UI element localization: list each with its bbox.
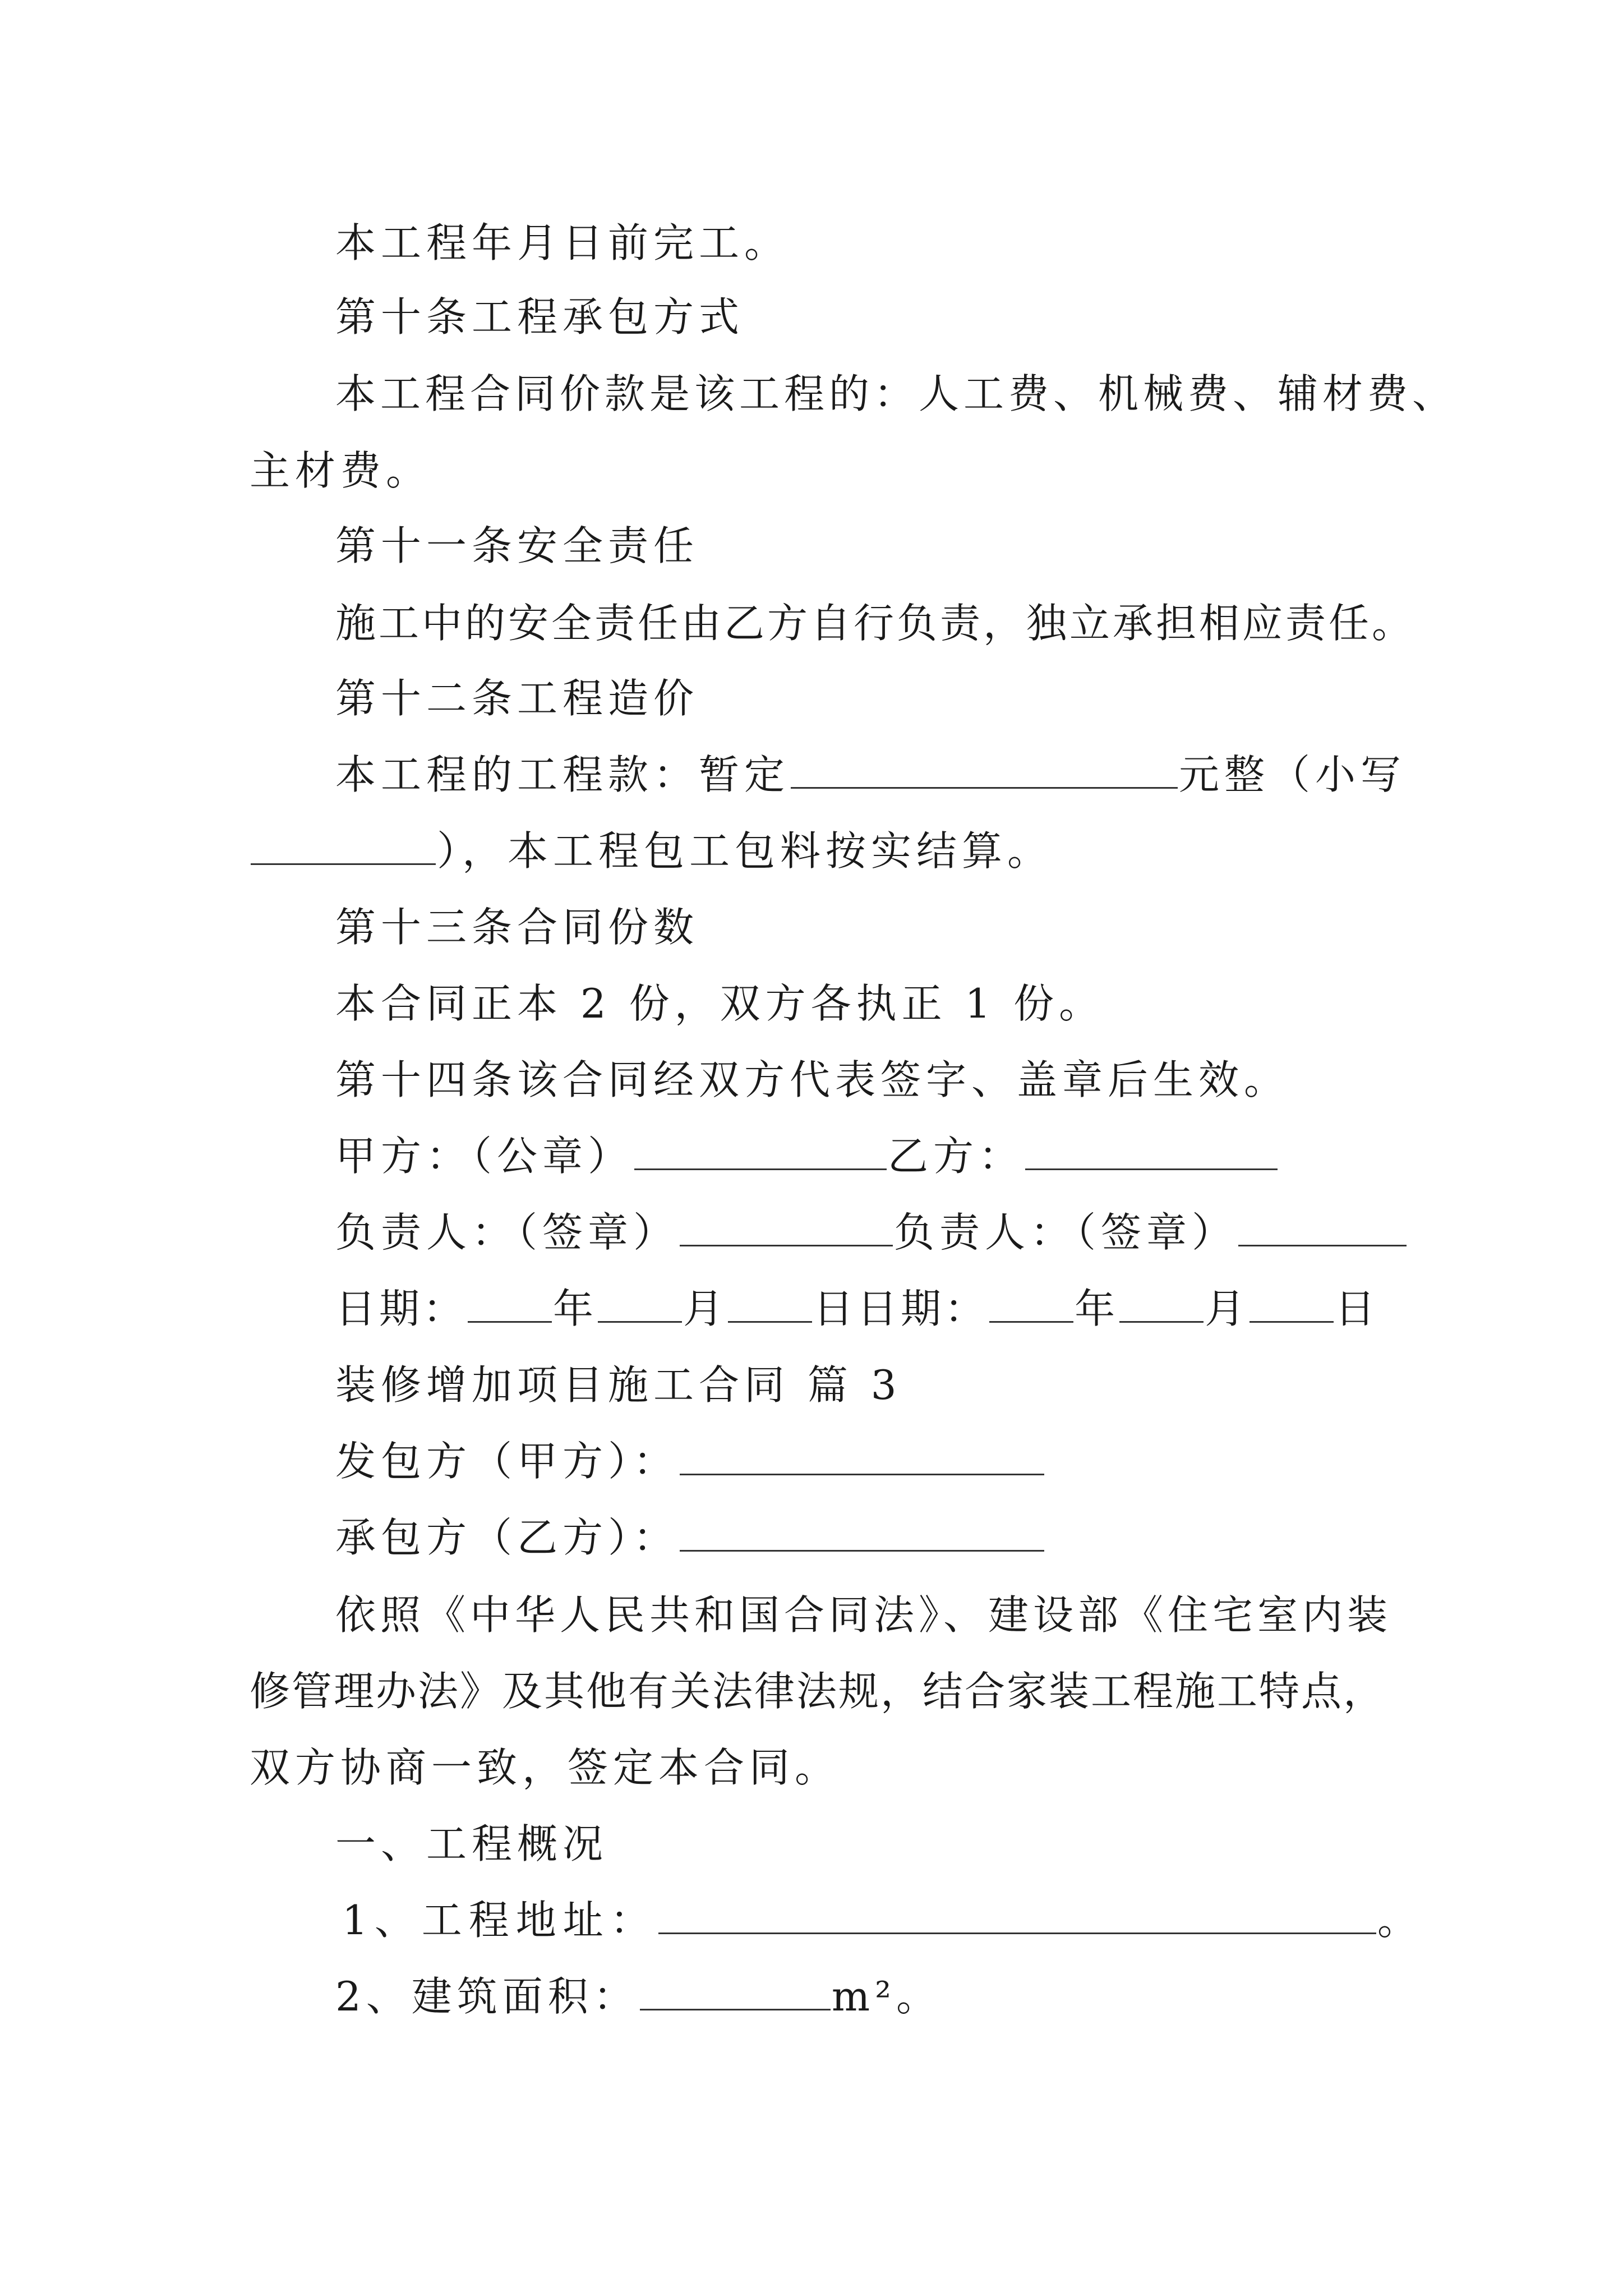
line-text: 第十条工程承包方式 — [335, 293, 745, 341]
line-text: 承包方（乙方）： — [335, 1514, 679, 1561]
heading-article-12 — [335, 673, 699, 724]
section-title-part-3 — [335, 1360, 902, 1410]
text-line-basis-1 — [335, 1590, 1392, 1640]
building-area-line — [335, 1971, 942, 2022]
project-address-line — [342, 1895, 1424, 1945]
line-text: 年 — [553, 1285, 597, 1332]
line-text: 依照《中华人民共和国合同法》、建设部《住宅室内装 — [335, 1591, 1393, 1639]
heading-article-10 — [335, 292, 744, 342]
contractor-blank — [680, 1515, 1044, 1552]
contractee-line — [335, 1436, 1045, 1487]
line-text: 2、建筑面积： — [335, 1973, 639, 2020]
line-text: 本工程的工程款：暂定 — [335, 751, 790, 798]
line-text: 本合同正本 2 份，双方各执正 1 份。 — [335, 980, 1105, 1027]
signature-line-representatives — [335, 1207, 1408, 1258]
line-text: 修管理办法》及其他有关法律法规，结合家装工程施工特点， — [250, 1668, 1386, 1715]
line-text: 第十二条工程造价 — [335, 675, 699, 722]
line-text: 第十三条合同份数 — [335, 904, 699, 951]
date-blank — [989, 1286, 1073, 1323]
line-text: 元整（小写 — [1179, 751, 1407, 798]
line-text: 日日期： — [813, 1285, 989, 1332]
text-line-copies — [335, 978, 1104, 1029]
line-text: 主材费。 — [250, 447, 432, 494]
line-text: 。 — [1377, 1897, 1424, 1944]
area-blank — [640, 1974, 831, 2010]
signature-line-parties — [335, 1131, 1279, 1181]
amount-lowercase-blank — [251, 829, 436, 865]
line-text: 第十一条安全责任 — [335, 522, 699, 569]
date-blank — [1249, 1286, 1334, 1323]
amount-blank — [791, 752, 1178, 789]
line-text: 第十四条该合同经双方代表签字、盖章后生效。 — [335, 1056, 1290, 1103]
date-blank — [598, 1286, 682, 1323]
heading-article-11 — [335, 521, 699, 571]
text-line-basis-3 — [250, 1742, 840, 1793]
signature-line-dates — [335, 1283, 1378, 1334]
line-text: 负责人：（签章） — [335, 1209, 679, 1256]
rep-b-blank — [1238, 1210, 1407, 1246]
date-blank — [1119, 1286, 1204, 1323]
line-text: 本工程合同价款是该工程的：人工费、机械费、辅材费、 — [335, 370, 1458, 417]
line-text: 年 — [1075, 1285, 1119, 1332]
line-text: 月 — [1205, 1285, 1249, 1332]
heading-project-overview — [335, 1819, 608, 1869]
line-text: 日 — [1335, 1285, 1379, 1332]
line-text: 发包方（甲方）： — [335, 1438, 679, 1485]
text-line-completion — [335, 218, 790, 268]
line-text: 装修增加项目施工合同 篇 3 — [335, 1361, 902, 1409]
line-text: 甲方：（公章） — [335, 1133, 634, 1180]
line-text: ），本工程包工包料按实结算。 — [437, 827, 1053, 875]
heading-article-14 — [335, 1055, 1289, 1105]
text-line-safety — [335, 598, 1415, 648]
text-line-cost-1 — [335, 749, 1406, 800]
heading-article-13 — [335, 902, 699, 953]
line-text: m²。 — [831, 1973, 942, 2020]
text-line-price-2 — [250, 445, 431, 496]
party-b-blank — [1025, 1134, 1278, 1170]
line-text: 一、工程概况 — [335, 1820, 608, 1867]
text-line-basis-2 — [250, 1666, 1385, 1717]
line-text: 本工程年月日前完工。 — [335, 219, 790, 266]
contractor-line — [335, 1512, 1045, 1563]
text-line-cost-2 — [250, 826, 1053, 876]
party-a-seal-blank — [634, 1134, 887, 1170]
line-text: 1、工程地址： — [342, 1897, 657, 1944]
line-text: 双方协商一致，签定本合同。 — [250, 1744, 841, 1791]
address-blank — [658, 1898, 1376, 1934]
contractee-blank — [680, 1439, 1044, 1475]
line-text: 月 — [683, 1285, 727, 1332]
date-blank — [468, 1286, 552, 1323]
line-text: 乙方： — [888, 1133, 1025, 1180]
text-line-price-1 — [335, 369, 1457, 419]
line-text: 负责人：（签章） — [894, 1209, 1238, 1256]
rep-a-blank — [680, 1210, 893, 1246]
line-text: 日期： — [335, 1285, 467, 1332]
line-text: 施工中的安全责任由乙方自行负责，独立承担相应责任。 — [335, 600, 1415, 647]
date-blank — [728, 1286, 812, 1323]
